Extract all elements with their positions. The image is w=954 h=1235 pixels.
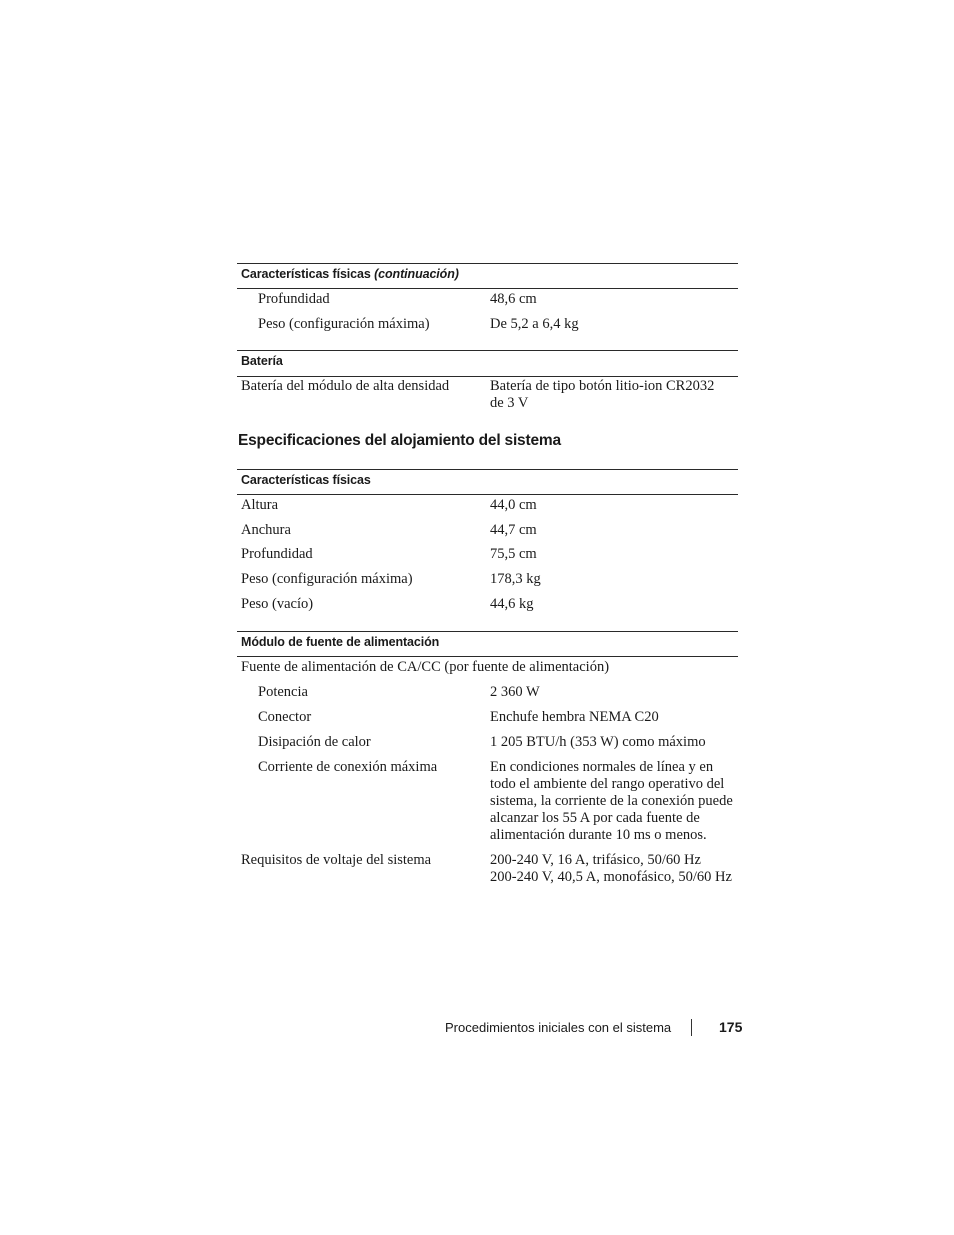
table4-row2-label: Conector xyxy=(258,709,312,725)
table3-row3-value: 75,5 cm xyxy=(490,546,537,562)
table3-row2-value: 44,7 cm xyxy=(490,522,537,538)
table4-row1-value: 2 360 W xyxy=(490,684,540,700)
table3-header: Características físicas xyxy=(241,473,371,487)
table1-header-main: Características físicas xyxy=(241,267,371,281)
table1-row2-value: De 5,2 a 6,4 kg xyxy=(490,316,579,332)
table4-header: Módulo de fuente de alimentación xyxy=(241,635,440,649)
table1-top-rule xyxy=(237,263,738,264)
table2-row1-value-line2: de 3 V xyxy=(490,395,529,411)
table3-row1-value: 44,0 cm xyxy=(490,497,537,513)
table3-top-rule xyxy=(237,469,738,470)
table4-row4-value-line1: En condiciones normales de línea y en xyxy=(490,759,714,775)
table4-row4-value-line5: alimentación durante 10 ms o menos. xyxy=(490,827,707,843)
table4-row2-value: Enchufe hembra NEMA C20 xyxy=(490,709,659,725)
table4-row3-label: Disipación de calor xyxy=(258,734,371,750)
table2-top-rule xyxy=(237,350,738,351)
section-title: Especificaciones del alojamiento del sistema xyxy=(238,432,561,449)
table3-row3-label: Profundidad xyxy=(241,546,313,562)
table3-row4-value: 178,3 kg xyxy=(490,571,541,587)
table1-row2-label: Peso (configuración máxima) xyxy=(258,316,430,332)
table4-group-label: Fuente de alimentación de CA/CC (por fuente de alimentación) xyxy=(241,659,610,675)
table3-row5-value: 44,6 kg xyxy=(490,596,534,612)
voltage-label: Requisitos de voltaje del sistema xyxy=(241,852,432,868)
table3-header-rule xyxy=(237,494,738,495)
table1-header-rule xyxy=(237,288,738,289)
table2-row1-value-line1: Batería de tipo botón litio-ion CR2032 xyxy=(490,378,715,394)
table3-row2-label: Anchura xyxy=(241,522,291,538)
table4-row1-label: Potencia xyxy=(258,684,308,700)
footer-separator xyxy=(691,1019,692,1036)
table1-header-cont: (continuación) xyxy=(374,267,459,281)
voltage-value-line1: 200-240 V, 16 A, trifásico, 50/60 Hz xyxy=(490,852,701,868)
table4-row4-label: Corriente de conexión máxima xyxy=(258,759,438,775)
table4-row4-value-line2: todo el ambiente del rango operativo del xyxy=(490,776,725,792)
page-number: 175 xyxy=(719,1019,743,1035)
voltage-value-line2: 200-240 V, 40,5 A, monofásico, 50/60 Hz xyxy=(490,869,732,885)
table3-row5-label: Peso (vacío) xyxy=(241,596,314,612)
footer-chapter: Procedimientos iniciales con el sistema xyxy=(445,1020,672,1035)
table1-header xyxy=(241,267,459,281)
table4-row4-value-line4: alcanzar los 55 A por cada fuente de xyxy=(490,810,700,826)
table3-row4-label: Peso (configuración máxima) xyxy=(241,571,413,587)
table4-top-rule xyxy=(237,631,738,632)
table2-header: Batería xyxy=(241,354,283,368)
table3-row1-label: Altura xyxy=(241,497,279,513)
table2-header-rule xyxy=(237,376,738,377)
table4-row3-value: 1 205 BTU/h (353 W) como máximo xyxy=(490,734,706,750)
table2-row1-label: Batería del módulo de alta densidad xyxy=(241,378,450,394)
table1-row1-label: Profundidad xyxy=(258,291,330,307)
table4-row4-value-line3: sistema, la corriente de la conexión puede xyxy=(490,793,733,809)
table1-row1-value: 48,6 cm xyxy=(490,291,537,307)
table4-header-rule xyxy=(237,656,738,657)
